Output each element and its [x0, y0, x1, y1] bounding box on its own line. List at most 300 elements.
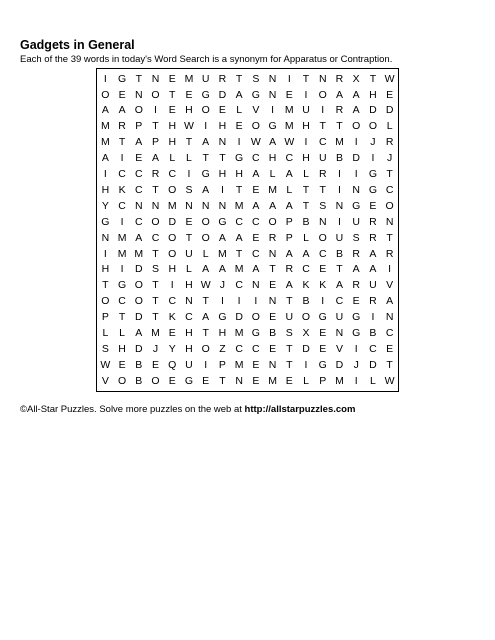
grid-letter: O [151, 88, 160, 101]
grid-letter: L [186, 263, 192, 276]
grid-letter: O [201, 215, 210, 228]
grid-letter: A [235, 231, 243, 244]
grid-letter: A [352, 263, 360, 276]
grid-letter: L [169, 152, 176, 165]
grid-letter: O [117, 374, 127, 387]
grid-letter: A [269, 199, 277, 212]
grid-letter: E [369, 199, 377, 212]
grid-letter: P [285, 215, 293, 228]
grid-letter: O [134, 104, 143, 117]
grid-letter: A [135, 136, 143, 149]
grid-letter: S [185, 183, 193, 196]
grid-letter: A [152, 152, 160, 165]
grid-letter: C [252, 215, 260, 228]
grid-letter: D [135, 342, 143, 355]
grid-letter: C [302, 263, 310, 276]
grid-letter: L [236, 104, 243, 117]
grid-letter: N [151, 199, 160, 212]
grid-letter: V [101, 374, 109, 387]
grid-letter: R [385, 136, 394, 149]
grid-letter: I [254, 295, 258, 308]
grid-letter: S [152, 263, 160, 276]
grid-letter: R [369, 295, 377, 308]
grid-letter: I [220, 295, 224, 308]
grid-letter: N [268, 88, 277, 101]
grid-letter: S [285, 327, 293, 340]
grid-letter: G [352, 327, 361, 340]
grid-letter: A [252, 263, 260, 276]
grid-letter: P [101, 311, 109, 324]
grid-letter: H [168, 120, 177, 133]
grid-letter: C [285, 152, 294, 165]
grid-letter: H [118, 342, 126, 355]
grid-letter: A [101, 152, 109, 165]
grid-letter: D [335, 358, 344, 371]
grid-letter: G [101, 215, 110, 228]
grid-letter: T [319, 120, 326, 133]
grid-letter: M [234, 327, 244, 340]
grid-letter: K [302, 279, 310, 292]
grid-letter: R [352, 279, 360, 292]
grid-letter: I [187, 168, 191, 181]
grid-letter: M [100, 136, 110, 149]
grid-letter: T [202, 327, 209, 340]
grid-letter: G [218, 215, 227, 228]
grid-letter: T [286, 342, 293, 355]
grid-letter: R [369, 231, 377, 244]
grid-letter: C [252, 247, 260, 260]
grid-letter: I [304, 88, 308, 101]
grid-letter: G [368, 183, 377, 196]
grid-letter: O [134, 279, 143, 292]
grid-row [97, 119, 398, 135]
grid-letter: G [117, 72, 127, 85]
puzzle-instructions: Each of the 39 words in today's Word Search is a synonym for Apparatus or Contraption. [20, 54, 393, 65]
grid-letter: T [235, 72, 243, 85]
grid-row [97, 230, 398, 246]
grid-letter: N [385, 215, 394, 228]
grid-letter: D [235, 311, 243, 324]
grid-letter: H [101, 263, 110, 276]
grid-letter: M [151, 327, 160, 340]
grid-letter: M [284, 120, 294, 133]
grid-letter: A [202, 263, 210, 276]
grid-letter: W [384, 374, 395, 387]
grid-letter: S [352, 231, 360, 244]
grid-letter: M [234, 358, 244, 371]
grid-letter: G [318, 311, 327, 324]
grid-letter: I [354, 374, 358, 387]
grid-letter: E [235, 120, 243, 133]
grid-letter: N [201, 199, 210, 212]
grid-letter: H [185, 327, 193, 340]
grid-letter: T [386, 358, 393, 371]
grid-letter: T [202, 152, 209, 165]
grid-letter: D [135, 311, 143, 324]
grid-letter: O [134, 295, 143, 308]
grid-letter: E [252, 358, 260, 371]
grid-letter: O [151, 374, 160, 387]
grid-letter: C [318, 247, 327, 260]
grid-letter: B [335, 247, 343, 260]
grid-letter: T [152, 183, 159, 196]
grid-letter: A [252, 199, 260, 212]
grid-letter: D [135, 263, 143, 276]
grid-row [97, 294, 398, 310]
grid-letter: C [318, 136, 327, 149]
word-search-grid [96, 68, 399, 392]
grid-row [97, 246, 398, 262]
grid-letter: R [218, 72, 227, 85]
grid-letter: A [302, 247, 310, 260]
grid-letter: N [268, 295, 277, 308]
grid-row [97, 166, 398, 182]
grid-row [97, 71, 398, 87]
grid-letter: T [102, 279, 109, 292]
grid-letter: W [200, 279, 211, 292]
grid-letter: N [268, 247, 277, 260]
grid-letter: M [234, 263, 244, 276]
grid-letter: D [369, 358, 377, 371]
grid-letter: O [168, 247, 177, 260]
grid-letter: U [369, 279, 377, 292]
grid-letter: H [369, 88, 377, 101]
grid-letter: E [118, 358, 126, 371]
grid-letter: I [204, 120, 208, 133]
grid-letter: G [184, 374, 194, 387]
grid-row [97, 341, 398, 357]
grid-letter: J [219, 279, 226, 292]
grid-letter: P [135, 120, 143, 133]
grid-letter: T [386, 231, 393, 244]
grid-letter: T [219, 152, 226, 165]
grid-letter: U [352, 215, 360, 228]
grid-letter: T [152, 247, 159, 260]
grid-row [97, 262, 398, 278]
grid-letter: T [369, 72, 377, 85]
grid-letter: D [302, 342, 310, 355]
grid-row [97, 357, 398, 373]
grid-letter: E [269, 311, 277, 324]
grid-letter: E [269, 342, 277, 355]
grid-letter: X [352, 72, 360, 85]
grid-letter: R [369, 215, 377, 228]
grid-letter: N [252, 279, 260, 292]
grid-letter: G [201, 168, 210, 181]
grid-letter: A [386, 295, 394, 308]
grid-letter: O [352, 120, 361, 133]
grid-letter: E [285, 88, 293, 101]
grid-letter: B [135, 374, 143, 387]
grid-letter: M [234, 199, 244, 212]
grid-letter: C [335, 295, 344, 308]
grid-letter: G [368, 168, 377, 181]
grid-letter: C [252, 152, 260, 165]
grid-letter: C [151, 231, 160, 244]
grid-letter: A [135, 327, 143, 340]
grid-letter: T [118, 136, 126, 149]
grid-letter: T [235, 247, 243, 260]
grid-letter: H [168, 263, 177, 276]
grid-letter: B [335, 152, 343, 165]
grid-letter: H [168, 136, 177, 149]
grid-letter: I [354, 168, 358, 181]
grid-letter: H [185, 342, 193, 355]
grid-letter: L [286, 183, 293, 196]
grid-letter: A [335, 279, 343, 292]
grid-letter: O [318, 231, 327, 244]
grid-letter: G [117, 279, 127, 292]
grid-letter: H [302, 120, 310, 133]
grid-letter: O [251, 311, 260, 324]
grid-letter: I [271, 104, 275, 117]
grid-letter: R [151, 168, 160, 181]
grid-letter: W [184, 120, 194, 133]
grid-letter: O [168, 183, 177, 196]
grid-letter: Q [168, 358, 177, 371]
grid-letter: L [386, 120, 393, 133]
grid-letter: M [335, 136, 344, 149]
grid-letter: C [135, 168, 143, 181]
grid-letter: E [252, 374, 260, 387]
grid-letter: G [352, 311, 361, 324]
grid-letter: E [252, 183, 260, 196]
grid-letter: M [268, 183, 277, 196]
grid-letter: G [218, 311, 227, 324]
grid-letter: P [319, 374, 327, 387]
grid-letter: O [268, 215, 277, 228]
grid-letter: V [252, 104, 260, 117]
grid-letter: I [321, 295, 325, 308]
grid-letter: O [385, 199, 394, 212]
grid-letter: U [335, 231, 344, 244]
grid-letter: V [386, 279, 394, 292]
grid-letter: N [335, 327, 344, 340]
grid-letter: A [285, 247, 293, 260]
grid-letter: G [201, 88, 210, 101]
grid-letter: U [285, 311, 294, 324]
grid-letter: G [268, 120, 277, 133]
grid-letter: I [204, 358, 208, 371]
grid-letter: H [101, 183, 110, 196]
grid-letter: P [285, 231, 293, 244]
grid-letter: S [319, 199, 327, 212]
grid-letter: A [235, 88, 243, 101]
grid-letter: O [101, 88, 110, 101]
grid-letter: O [201, 231, 210, 244]
grid-letter: U [335, 311, 344, 324]
grid-letter: K [118, 183, 126, 196]
grid-letter: O [151, 215, 160, 228]
grid-letter: W [100, 358, 111, 371]
grid-letter: R [335, 72, 344, 85]
grid-row [97, 135, 398, 151]
grid-letter: T [185, 231, 193, 244]
grid-letter: E [168, 374, 176, 387]
grid-letter: T [169, 88, 176, 101]
grid-letter: I [354, 136, 358, 149]
grid-letter: I [354, 342, 358, 355]
grid-letter: T [302, 183, 310, 196]
grid-letter: X [302, 327, 310, 340]
grid-letter: I [103, 247, 107, 260]
grid-letter: L [303, 168, 309, 181]
grid-letter: A [352, 104, 360, 117]
grid-letter: R [318, 168, 327, 181]
grid-letter: A [118, 104, 126, 117]
grid-letter: E [135, 152, 143, 165]
grid-letter: L [102, 327, 109, 340]
grid-letter: S [101, 342, 109, 355]
grid-letter: Y [101, 199, 109, 212]
grid-letter: E [352, 295, 360, 308]
grid-letter: E [202, 374, 210, 387]
grid-letter: A [269, 136, 277, 149]
grid-letter: A [285, 279, 293, 292]
grid-letter: J [387, 152, 393, 165]
grid-row [97, 278, 398, 294]
grid-letter: T [235, 183, 243, 196]
grid-letter: E [269, 279, 277, 292]
grid-letter: T [319, 183, 326, 196]
grid-letter: L [269, 168, 276, 181]
grid-letter: U [201, 72, 210, 85]
grid-letter: C [118, 199, 126, 212]
grid-letter: C [385, 327, 394, 340]
grid-letter: E [319, 327, 327, 340]
grid-letter: C [135, 183, 143, 196]
grid-letter: N [352, 183, 360, 196]
grid-letter: B [269, 327, 277, 340]
grid-letter: I [388, 263, 392, 276]
grid-letter: E [185, 215, 193, 228]
grid-letter: N [318, 215, 327, 228]
grid-letter: C [118, 168, 126, 181]
grid-letter: M [117, 247, 127, 260]
grid-row [97, 214, 398, 230]
grid-letter: Z [219, 342, 226, 355]
grid-letter: G [235, 152, 244, 165]
grid-letter: V [335, 342, 343, 355]
grid-letter: A [101, 104, 109, 117]
grid-letter: Y [168, 342, 176, 355]
grid-letter: G [251, 327, 260, 340]
grid-letter: U [302, 104, 310, 117]
grid-letter: H [185, 104, 193, 117]
grid-letter: L [202, 247, 209, 260]
grid-letter: G [318, 358, 327, 371]
grid-letter: L [119, 327, 125, 340]
grid-letter: C [135, 215, 143, 228]
grid-letter: T [185, 136, 193, 149]
grid-letter: U [185, 247, 193, 260]
grid-letter: N [268, 358, 277, 371]
grid-letter: A [369, 263, 377, 276]
grid-letter: G [352, 199, 361, 212]
grid-letter: P [152, 136, 160, 149]
grid-letter: E [386, 342, 394, 355]
grid-letter: T [152, 279, 159, 292]
grid-letter: M [167, 199, 177, 212]
grid-letter: C [168, 295, 177, 308]
grid-letter: T [202, 295, 209, 308]
grid-row [97, 87, 398, 103]
grid-letter: N [335, 199, 344, 212]
grid-letter: T [336, 120, 343, 133]
grid-row [97, 325, 398, 341]
grid-letter: N [185, 295, 193, 308]
grid-letter: H [218, 120, 227, 133]
grid-letter: S [252, 72, 260, 85]
grid-letter: A [285, 199, 293, 212]
grid-letter: I [371, 152, 375, 165]
grid-letter: I [120, 152, 124, 165]
grid-letter: D [369, 104, 377, 117]
grid-letter: T [286, 295, 293, 308]
grid-letter: E [185, 88, 193, 101]
grid-letter: O [201, 342, 210, 355]
grid-letter: A [218, 263, 226, 276]
grid-letter: N [318, 72, 327, 85]
grid-letter: I [287, 72, 291, 85]
grid-letter: R [352, 247, 360, 260]
grid-letter: A [335, 88, 343, 101]
grid-letter: E [218, 104, 226, 117]
grid-letter: T [152, 311, 159, 324]
grid-letter: I [237, 295, 241, 308]
grid-letter: C [185, 311, 193, 324]
grid-letter: I [338, 215, 341, 228]
grid-letter: C [235, 279, 243, 292]
grid-letter: C [118, 295, 126, 308]
grid-letter: L [303, 231, 309, 244]
grid-letter: T [152, 120, 159, 133]
grid-letter: A [202, 183, 210, 196]
grid-letter: N [218, 199, 227, 212]
grid-letter: C [168, 168, 177, 181]
grid-letter: P [218, 358, 226, 371]
grid-letter: H [302, 152, 310, 165]
grid-letter: D [352, 152, 360, 165]
grid-letter: B [369, 327, 377, 340]
grid-letter: A [252, 168, 260, 181]
grid-letter: I [103, 72, 107, 85]
grid-letter: H [185, 279, 193, 292]
grid-letter: I [321, 104, 325, 117]
grid-letter: O [368, 120, 377, 133]
grid-letter: O [251, 120, 260, 133]
grid-letter: N [235, 374, 243, 387]
grid-letter: A [135, 231, 143, 244]
grid-letter: N [185, 199, 193, 212]
grid-letter: E [252, 231, 260, 244]
grid-letter: E [118, 88, 126, 101]
grid-letter: T [302, 72, 310, 85]
grid-letter: A [202, 311, 210, 324]
grid-letter: M [100, 120, 110, 133]
grid-letter: T [386, 168, 393, 181]
grid-letter: T [302, 199, 310, 212]
grid-letter: O [201, 104, 210, 117]
grid-letter: R [335, 104, 344, 117]
footer-link[interactable]: http://allstarpuzzles.com [244, 404, 356, 415]
grid-letter: I [338, 168, 341, 181]
grid-letter: I [120, 215, 124, 228]
grid-letter: A [369, 247, 377, 260]
grid-letter: N [135, 199, 143, 212]
grid-letter: N [101, 231, 110, 244]
grid-row [97, 182, 398, 198]
